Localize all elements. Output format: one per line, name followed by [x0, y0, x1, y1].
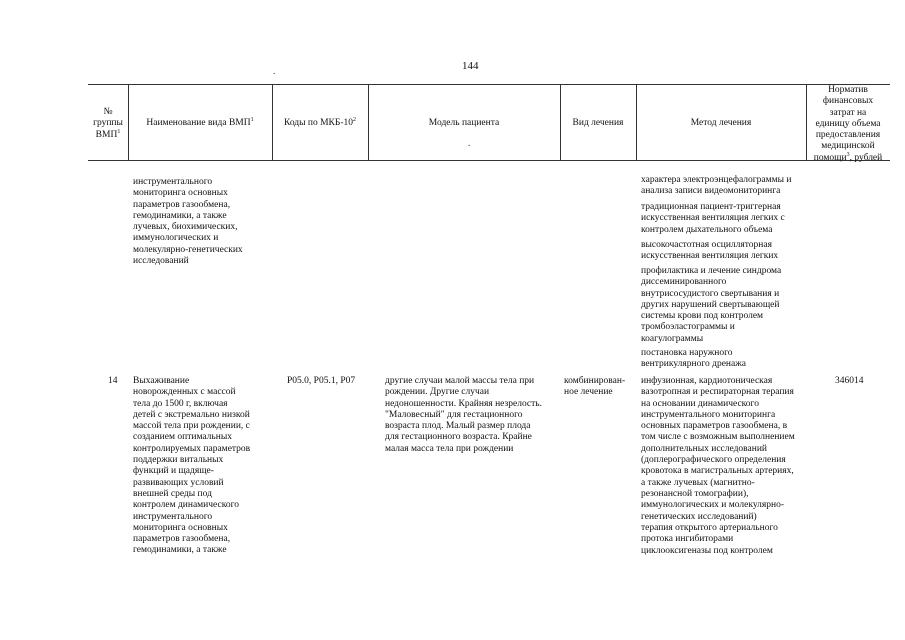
method-item: терапия открытого артериального протока ингибиторами циклооксигеназы под контролем: [641, 523, 778, 556]
header-treatment-method: Метод лечения: [690, 118, 752, 128]
header-treatment-type: Вид лечения: [572, 118, 624, 128]
table-top-border: [88, 84, 890, 85]
page-number: 144: [462, 60, 479, 72]
method-item: профилактика и лечение синдрома диссеминированного внутрисосудистого свертывания и других нарушений свертывающей системы крови под контролем тромбоэластограммы и коагулограммы: [641, 266, 782, 344]
scan-speck: .: [468, 138, 471, 148]
vmp-name: Выхаживание новорожденных с массой тела до 1500 г, включая детей с экстремально низкой массой тела при рождении, с созданием оптимальных контролируемых параметров поддержки витальных функций и щадяще- развивающих условий внешней среды под контролем динамического инструментального мониторинга основных параметров газообмена, гемодинамики, а также: [133, 376, 251, 556]
method-item: традиционная пациент-триггерная искусственная вентиляция легких с контролем дыхательного объема: [641, 202, 785, 235]
method-item: характера электроэнцефалограммы и анализа записи видеомониторинга: [641, 175, 792, 197]
header-bottom-border: [88, 160, 890, 161]
header-cost-norm: Норматив финансовых затрат на единицу объема предоставления медицинской помощи$^3$, рублей: [813, 85, 883, 163]
header-icd-codes: Коды по МКБ-$10^2$: [283, 116, 357, 128]
patient-model: другие случаи малой массы тела при рождении. Другие случаи недоношенности. Крайняя незрелость. "Маловесный" для гестационного возраста плод. Малый размер плода для гестационного возраста. Крайне малая масса тела при рождении: [385, 376, 543, 454]
row-number: 14: [108, 376, 118, 386]
header-patient-model: Модель пациента: [428, 118, 500, 128]
method-item: инфузионная, кардиотоническая вазотропная и респираторная терапия на основании динамического инструментального мониторинга основных параметров газообмена, в том числе с возможным выполнением дополнительных исследований (доплерографического определения кровотока в магистральных артериях, а также лучевых (магнитно- резонансной томографии), иммунологических и молекулярно- генетических исследований): [641, 376, 795, 522]
scan-speck: .: [273, 66, 276, 76]
method-item: постановка наружного вентрикулярного дренажа: [641, 348, 747, 370]
treatment-type: комбинирован- ное лечение: [564, 376, 626, 398]
continued-vmp-name: инструментального мониторинга основных параметров газообмена, гемодинамики, а также лучевых, биохимических, иммунологических и молекулярно-генетических исследований: [133, 177, 243, 267]
header-group-number: № группы ВМП$^1$: [93, 107, 123, 140]
method-item: высокочастотная осцилляторная искусственная вентиляция легких: [641, 240, 779, 262]
icd-codes: P05.0, P05.1, P07: [287, 376, 356, 386]
header-vmp-name: Наименование вида ВМП$^1$: [146, 116, 254, 128]
cost-norm-value: 346014: [835, 376, 864, 386]
